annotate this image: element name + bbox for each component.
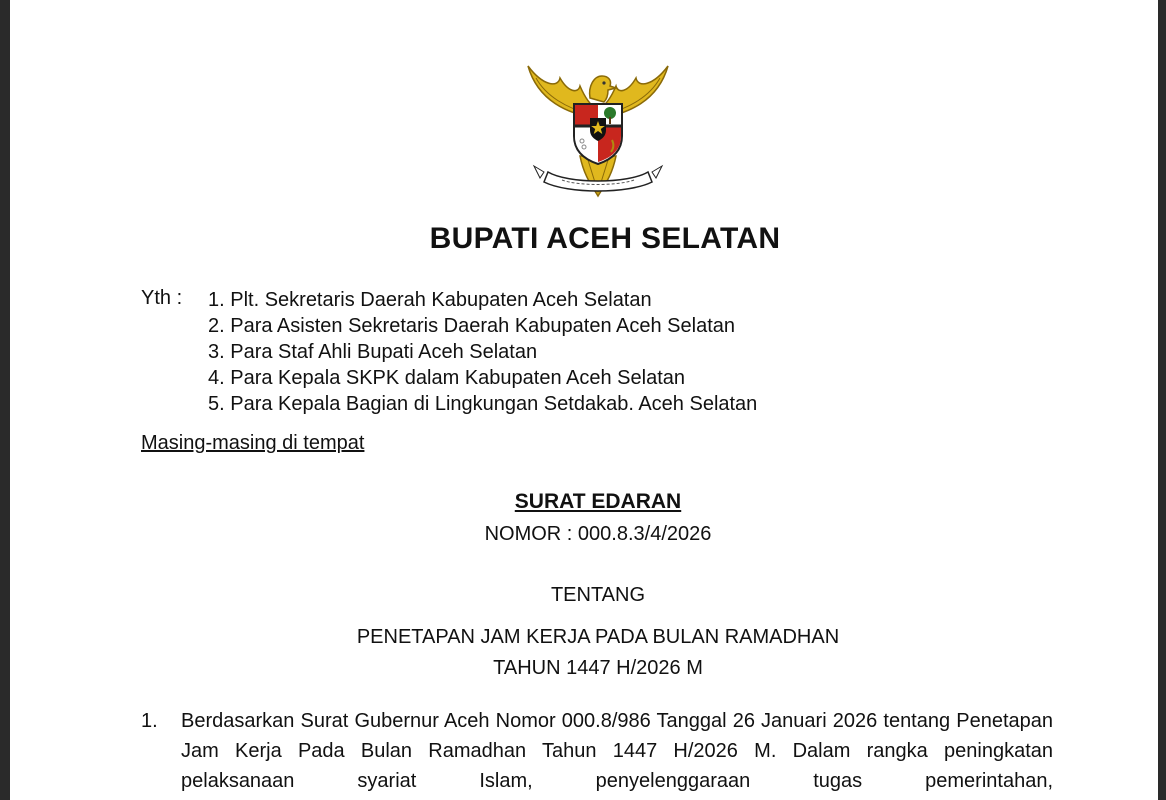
about-label: TENTANG [550,584,646,606]
recipient-item: 3. Para Staf Ahli Bupati Aceh Selatan [208,341,538,363]
subject-line-1: PENETAPAN JAM KERJA PADA BULAN RAMADHAN [356,626,840,648]
garuda-emblem-icon [518,56,678,206]
paragraph-number: 1. [141,710,158,732]
recipient-item: 1. Plt. Sekretaris Daerah Kabupaten Aceh Selatan [208,289,652,311]
circular-title: SURAT EDARAN [514,490,682,513]
document-page [10,0,1158,800]
document-number: NOMOR : 000.8.3/4/2026 [484,523,712,545]
paragraph-1 [141,706,1053,796]
recipient-list [208,287,757,417]
page-title: BUPATI ACEH SELATAN [429,222,781,255]
recipient-item: 2. Para Asisten Sekretaris Daerah Kabupaten Aceh Selatan [208,315,736,337]
subject-line-2: TAHUN 1447 H/2026 M [493,657,703,679]
recipient-item: 5. Para Kepala Bagian di Lingkungan Setdakab. Aceh Selatan [208,393,758,415]
location-line: Masing-masing di tempat [141,432,365,454]
paragraph-text: Berdasarkan Surat Gubernur Aceh Nomor 000.8/986 Tanggal 26 Januari 2026 tentang Penetapan Jam Kerja Pada Bulan Ramadhan Tahun 1447 H/2026 M. Dalam rangka peningkatan pelaksanaan syariat Islam, penyelenggaraan tugas pemerintahan, [181,710,1053,792]
recipient-item: 4. Para Kepala SKPK dalam Kabupaten Aceh Selatan [208,367,686,389]
recipients-label: Yth : [141,287,183,309]
